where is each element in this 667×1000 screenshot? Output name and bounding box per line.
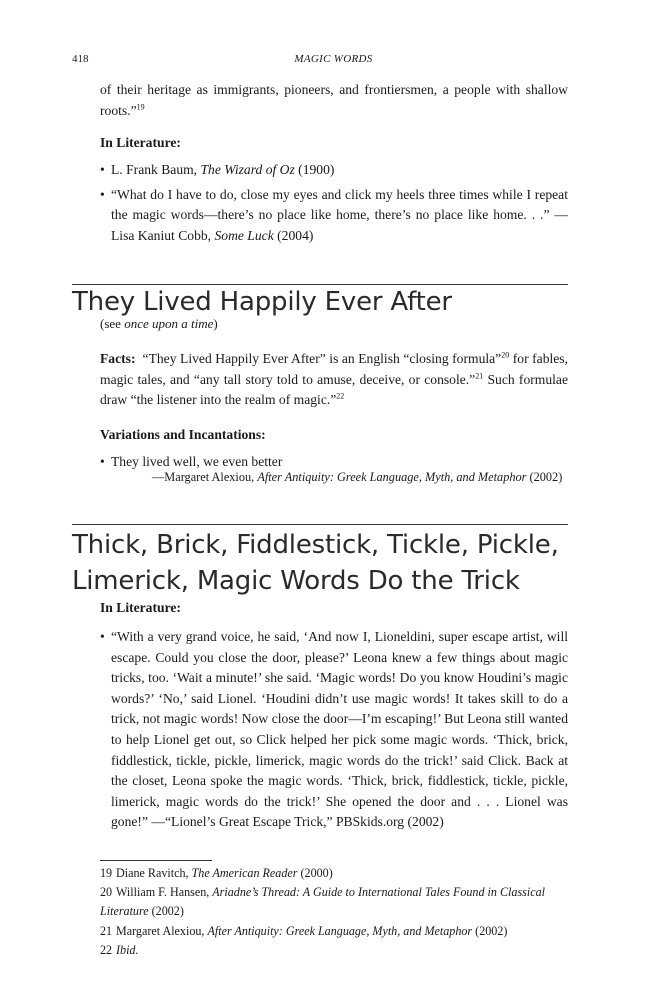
bullet-icon: •	[100, 454, 105, 469]
footnote-ref: 20	[501, 350, 510, 360]
facts-paragraph: Facts: “They Lived Happily Ever After” is an English “closing formula”$^{20}$ for fables, magic tales, and “any tall story told to amuse, deceive, or console.”$^{21}$ Such formulae draw “the listener into the realm of magic.”$^{22}$	[100, 350, 568, 408]
paragraph-text: of their heritage as immigrants, pioneers, and frontiersmen, a people with shallow roots.”	[100, 82, 568, 118]
literature-list	[100, 160, 568, 246]
attribution: —Margaret Alexiou, After Antiquity: Greek Language, Myth, and Metaphor (2002)	[152, 470, 563, 484]
entry-title-line: Limerick, Magic Words Do the Trick	[72, 566, 520, 596]
list-item: • L. Frank Baum, The Wizard of Oz (1900)	[100, 160, 568, 181]
footnote-ref: 19	[136, 102, 145, 112]
entry-title	[72, 527, 572, 599]
work-title: The Wizard of Oz	[200, 162, 295, 177]
section-heading-variations: Variations and Incantations:	[100, 427, 266, 442]
bullet-icon: •	[100, 162, 105, 177]
running-head	[72, 53, 595, 69]
list-item: • “What do I have to do, close my eyes and click my heels three times while I repeat the magic words—there’s no place like home, there’s no place like home. . .” —Lisa Kaniut Cobb, Some Luck (2004)	[100, 186, 568, 243]
page-number: 418	[72, 53, 89, 65]
footnotes	[100, 864, 568, 960]
section-heading-in-literature: In Literature:	[100, 135, 181, 150]
section-heading-in-literature: In Literature:	[100, 600, 181, 615]
footnote: 19 Diane Ravitch, The American Reader (2000)	[100, 864, 568, 883]
work-title: After Antiquity: Greek Language, Myth, and Metaphor	[257, 470, 527, 484]
footnote: 21 Margaret Alexiou, After Antiquity: Greek Language, Myth, and Metaphor (2002)	[100, 922, 568, 941]
bullet-icon: •	[100, 186, 105, 202]
list-item: • They lived well, we even better	[100, 452, 568, 473]
footnote-divider	[100, 860, 212, 861]
footnote-number: 20	[100, 885, 113, 900]
facts-label: Facts:	[100, 351, 136, 366]
footnote: 20 William F. Hansen, Ariadne’s Thread: A Guide to International Tales Found in Classical Literature (2002)	[100, 885, 545, 919]
cross-reference: (see once upon a time)	[100, 316, 218, 331]
footnote-ref: 22	[336, 391, 345, 401]
bullet-icon: •	[100, 629, 105, 644]
footnote-number: 21	[100, 923, 113, 938]
work-title: Some Luck	[214, 227, 274, 243]
running-title: MAGIC WORDS	[294, 53, 373, 65]
footnote-number: 19	[100, 866, 113, 880]
footnote-number: 22	[100, 942, 113, 957]
footnote-ref: 21	[475, 371, 484, 381]
entry-title-line: Thick, Brick, Fiddlestick, Tickle, Pickle,	[72, 530, 559, 560]
literature-list	[100, 627, 568, 833]
list-item: • “With a very grand voice, he said, ‘And now I, Lioneldini, super escape artist, will escape. Could you close the door, please?’ Leona knew a few things about magic tricks, too. ‘Wait a minute!’ she said. ‘Magic words! Do you know Houdini’s magic words?’ ‘No,’ said Lionel. ‘Houdini didn’t use magic words! It takes skill to do a trick, not magic words! Now close the door—I’m escaping!’ But Leona still wanted to help Lionel get out, so Click helped her pick some magic words. ‘Thick, brick, fiddlestick, tickle, pickle, limerick, magic words do the trick!’ said Click. Back at the closet, Leona spoke the magic words. ‘Thick, brick, fiddlestick, tickle, pickle, limerick, magic words do the trick!’ She opened the door and . . . Lionel was gone!” —“Lionel’s Great Escape Trick,” PBSkids.org (2002)	[100, 629, 568, 830]
footnote: 22 Ibid.	[100, 941, 568, 960]
cross-reference-target: once upon a time	[124, 316, 214, 331]
continued-paragraph	[100, 80, 568, 121]
entry-title: They Lived Happily Ever After	[72, 287, 452, 317]
entry-divider	[72, 524, 568, 525]
